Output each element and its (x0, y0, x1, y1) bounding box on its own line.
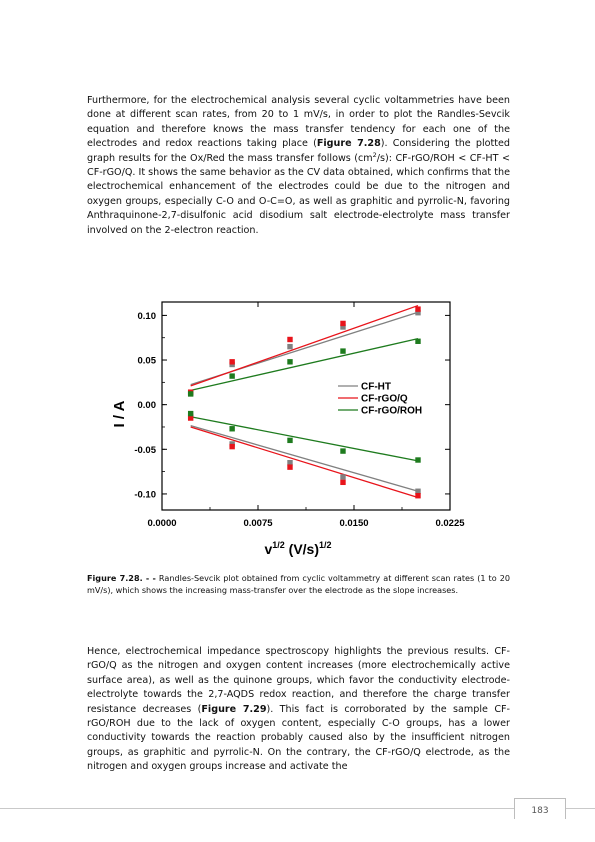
paragraph-text: /s): CF-rGO/ROH < CF-HT < CF-rGO/Q. It shows the same behavior as the CV data obtained, which confirms that the electrochemical enhancement of the electrodes could be due to the nitrogen and oxygen groups, especially C-O and O-C=O, as well as graphitic and pyrrolic-N, favoring Anthraquinone-2,7-disulfonic acid disodium salt electrode-electrolyte mass transfer involved on the 2-electron reaction. (87, 152, 510, 236)
page-number: 183 (514, 798, 566, 819)
y-axis-label: I / A (111, 400, 128, 428)
paragraph-text: ). Considering the plotted graph results for the Ox/Red the mass transfer follows (cm (87, 138, 510, 164)
y-tick-label: 0.10 (137, 310, 156, 322)
data-point-red (340, 448, 345, 453)
data-point-red (340, 480, 345, 485)
randles-sevcik-chart (100, 292, 500, 564)
data-point-ox (229, 373, 234, 378)
caption-label: Figure 7.28. - - (87, 573, 156, 583)
data-point-red (415, 493, 420, 498)
x-tick-label: 0.0075 (243, 518, 273, 529)
data-point-red (229, 444, 234, 449)
data-point-ox (287, 359, 292, 364)
data-point-ox (287, 344, 292, 349)
footer-rule (0, 808, 595, 809)
fit-line-red (191, 427, 418, 498)
y-tick-label: -0.10 (134, 489, 156, 501)
fit-line-red (191, 426, 418, 492)
data-point-ox (415, 306, 420, 311)
y-tick-label: 0.05 (137, 355, 156, 367)
x-axis-label: $v^{1/2}$ $(V/s)^{1/2}$ (264, 540, 332, 557)
data-point-red (340, 474, 345, 479)
data-point-ox (229, 359, 234, 364)
figure-reference: Figure 7.28 (316, 138, 381, 150)
legend-label: CF-rGO/ROH (361, 405, 423, 417)
data-point-ox (340, 321, 345, 326)
y-tick-label: -0.05 (134, 444, 156, 456)
x-tick-label: 0.0000 (147, 518, 177, 529)
legend-label: CF-HT (361, 381, 391, 393)
legend-label: CF-rGO/Q (361, 393, 408, 405)
data-point-red (287, 438, 292, 443)
fit-line-red (191, 417, 418, 461)
body-paragraph-2 (87, 645, 510, 775)
x-tick-label: 0.0225 (435, 518, 465, 529)
figure-caption (87, 572, 510, 596)
paragraph-text: Furthermore, for the electrochemical analysis several cyclic voltammetries have been done at different scan rates, from 20 to 1 mV/s, in order to plot the Randles-Sevcik equation and therefore knows the mass transfer tendency for each one of the electrodes and redox reactions taking place ( (87, 95, 510, 150)
data-point-ox (415, 339, 420, 344)
data-point-red (287, 464, 292, 469)
y-tick-label: 0.00 (137, 400, 156, 412)
data-point-ox (287, 337, 292, 342)
body-paragraph-1 (87, 94, 510, 238)
data-point-red (188, 411, 193, 416)
data-point-ox (188, 391, 193, 396)
superscript: 2 (372, 150, 377, 159)
figure-reference: Figure 7.29 (201, 703, 267, 715)
x-tick-label: 0.0150 (339, 518, 369, 529)
data-point-red (415, 457, 420, 462)
paragraph-text: Hence, electrochemical impedance spectroscopy highlights the previous results. CF-rGO/Q as the nitrogen and oxygen content increases (more electrochemically active surface area), as well as the quinone groups, which favor the conductivity electrode-electrolyte towards the 2,7-AQDS redox reaction, and therefore the charge transfer resistance decreases ( (87, 646, 510, 715)
data-point-red (229, 426, 234, 431)
data-point-ox (340, 348, 345, 353)
caption-text: Randles-Sevcik plot obtained from cyclic voltammetry at different scan rates (1 to 20 mV/s), which shows the increasing mass-transfer over the electrode as the slope increases. (87, 573, 511, 595)
paragraph-text: ). This fact is corroborated by the sample CF-rGO/ROH due to the lack of oxygen content, especially C-O groups, has a lower conductivity towards the reaction probably caused also by the insufficient nitrogen groups, as graphitic and pyrrolic-N. On the contrary, the CF-rGO/Q electrode, as the nitrogen and oxygen groups increase and activate the (87, 703, 510, 773)
